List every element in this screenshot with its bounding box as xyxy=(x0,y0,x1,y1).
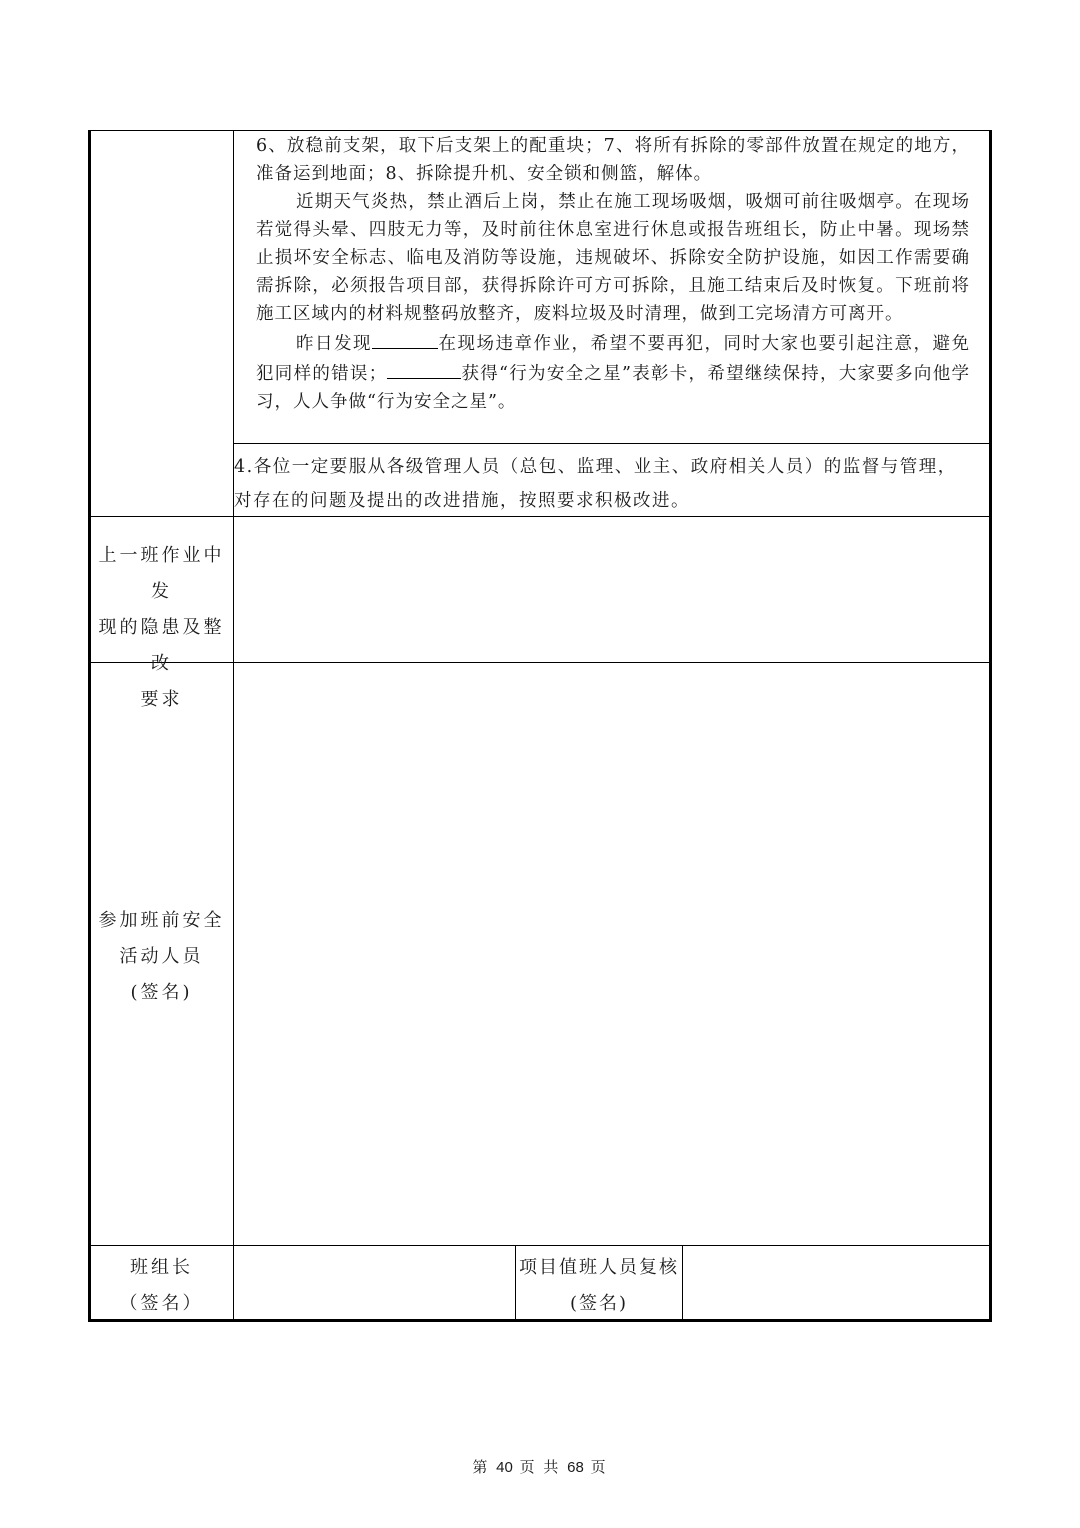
item-4-line-1: 4.各位一定要服从各级管理人员（总包、监理、业主、政府相关人员）的监督与管理， xyxy=(234,457,957,477)
content-split-line xyxy=(233,443,990,444)
violation-notice-paragraph xyxy=(256,328,970,416)
duty-reviewer-label xyxy=(516,1250,682,1322)
attendees-label-line-1: 参加班前安全 xyxy=(98,910,225,931)
duty-reviewer-signature-cell[interactable] xyxy=(683,1246,990,1321)
violation-body-text: 在现场违章作业，希望不要再犯，同时大家也要引起注意，避免犯同样的错误； xyxy=(256,334,970,384)
team-leader-signature-cell[interactable] xyxy=(234,1246,515,1321)
attendees-label-line-3: (签名) xyxy=(130,982,193,1003)
team-leader-label-line-1: 班组长 xyxy=(130,1257,193,1278)
item-4-line-2: 对存在的问题及提出的改进措施，按照要求积极改进。 xyxy=(234,491,690,511)
attendees-row-label xyxy=(90,903,233,1011)
hazards-label-line-2: 现的隐患及整改 xyxy=(98,617,225,674)
hazards-content-cell[interactable] xyxy=(234,517,990,662)
team-leader-label-line-2: （签名） xyxy=(119,1293,204,1314)
heat-safety-paragraph: 近期天气炎热，禁止酒后上岗，禁止在施工现场吸烟，吸烟可前往吸烟亭。在现场若觉得头晕、四肢无力等，及时前往休息室进行休息或报告班组长，防止中暑。现场禁止损坏安全标志、临电及消防等设施，违规破坏、拆除安全防护设施，如因工作需要确需拆除，必须报告项目部，获得拆除许可方可拆除，且施工结束后及时恢复。下班前将施工区域内的材料规整码放整齐，废料垃圾及时清理，做到工完场清方可离开。 xyxy=(256,192,970,324)
hazards-label-line-1: 上一班作业中发 xyxy=(98,545,225,602)
current-page-number: 40 xyxy=(496,1459,513,1476)
violator-name-blank[interactable] xyxy=(372,328,438,349)
attendees-signature-cell[interactable] xyxy=(234,663,990,1245)
duty-reviewer-label-line-1: 项目值班人员复核 xyxy=(519,1257,679,1278)
team-leader-label xyxy=(90,1250,233,1322)
safety-briefing-content xyxy=(256,132,970,416)
attendees-label-line-2: 活动人员 xyxy=(119,946,204,967)
total-page-count: 68 xyxy=(567,1459,584,1476)
page-footer-middle: 页 共 xyxy=(519,1458,561,1476)
duty-reviewer-label-line-2: (签名) xyxy=(569,1293,629,1314)
hazards-row-label xyxy=(90,538,233,718)
page-footer-prefix: 第 xyxy=(472,1458,490,1476)
safety-star-name-blank[interactable] xyxy=(387,358,461,379)
hazards-label-line-3: 要求 xyxy=(140,689,183,710)
violation-intro-text: 昨日发现 xyxy=(296,334,372,354)
dismantling-steps-paragraph: 6、放稳前支架，取下后支架上的配重块；7、将所有拆除的零部件放置在规定的地方，准备运到地面；8、拆除提升机、安全锁和侧篮，解体。 xyxy=(256,136,970,184)
page-footer-suffix: 页 xyxy=(590,1458,608,1476)
safety-star-text: 获得“行为安全之星”表彰卡，希望继续保持，大家要多向他学习，人人争做“行为安全之星”。 xyxy=(256,364,970,412)
item-4-instruction xyxy=(234,450,984,518)
page-number-footer xyxy=(0,1456,1080,1477)
